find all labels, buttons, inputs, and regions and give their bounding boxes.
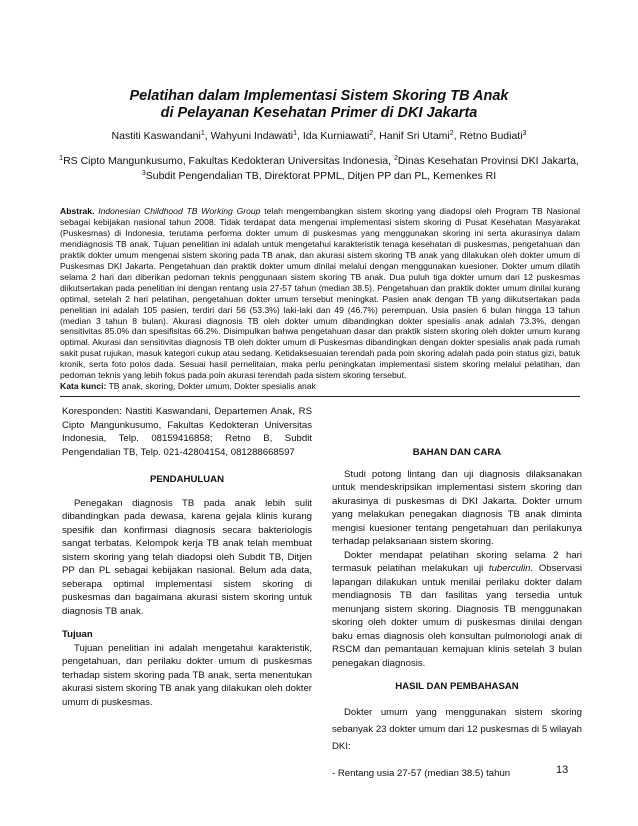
affil-mark: 1 [59,155,64,162]
title-line-2: di Pelayanan Kesehatan Primer di DKI Jakarta [160,105,478,121]
keywords [60,381,580,391]
author-list: Nastiti Kaswandani$^1$, Wahyuni Indawati$^1$, Ida Kurniawati$^2$, Hanif Sri Utami$^2$, Retno Budiati$^3$ [111,130,527,142]
author-name: Hanif Sri Utami [379,130,450,142]
author-name: Wahyuni Indawati [210,130,294,142]
page-number: 13 [556,764,569,776]
abstract-text: telah mengembangkan sistem skoring yang diadopsi oleh Program TB Nasional sebagai kebijakan nasional tahun 2008. Tidak terdapat data mengenai implementasi sistem skoring di Pusat Kesehatan Masyarakat (Puskesmas) di Indonesia, terutama performa dokter umum di puskesmas yang menggunakan skoring ini serta akurasinya dalam mendiagnosis TB anak. Tujuan penelitian ini adalah untuk mengetahui karakteristik tenaga kesehatan di puskesmas, pengetahuan dan praktik dokter umum mengenai sistem skoring pada TB anak, dan akurasi sistem skoring TB anak yang dilakukan oleh dokter umum di Puskesmas DKI Jakarta. Pengetahuan dan praktik dokter umum dinilai melalui dengan menggunakan kuesioner. Dokter umum dilatih selama 2 hari dan diberikan pedoman teknis penggunaan sistem skoring TB anak. Dua puluh tiga dokter umum dari 12 puskesmas diikutsertakan pada penelitian ini dengan rentang usia 27-57 tahun (median 38.5). Pengetahuan dan praktik dokter umum dinilai kurang optimal, setelah 2 hari pelatihan, pengetahuan dokter umum tersebut meningkat. Pasien anak dengan TB yang diikutsertakan pada penelitian ini adalah 105 pasien, terdiri dari 56 (53.3%) laki-laki dan 49 (46.7%) perempuan. Usia pasien 6 bulan hingga 13 tahun (median 3 tahun 8 bulan). Akurasi diagnosis TB oleh dokter umum dibandingkan dokter spesialis anak adalah 73.3%, dengan sensitivitas 85.0% dan spesifisitas 66.2%. Disimpulkan bahwa pengetahuan dasar dan praktik sistem skoring oleh dokter umum kurang optimal. Akurasi dan sensitivitas diagnosis TB oleh dokter umum di Puskesmas dibandingkan dengan dokter spesialis anak pada rumah sakit pusat rujukan, masuk kategori cukup atau sedang. Ketidaksesuaian terendah pada poin skoring adalah pada poin status gizi, batuk kronik, serta foto polos dada. Sesuai hasil pernelitaian, maka perlu peningkatan implementasi sistem skoring melalui pelatihan, dan pedoman teknis yang lebih fokus pada poin akurasi terendah pada sistem skoring tersebut. [60,206,581,381]
author-affil-mark: 1 [200,130,205,137]
bahan-paragraph-1: Studi potong lintang dan uji diagnosis dilaksanakan untuk mendeskripsikan implementasi sistem skoring dan akurasinya di puskesmas di DKI Jakarta. Dokter umum yang melakukan penegakan diagnosis TB anak diminta mengisi kuesioner tentang pengetahuan dan perilakunya terhadap pelaksanaan sistem skoring. [332,468,582,547]
hasil-bullet: - Rentang usia 27-57 (median 38.5) tahun [332,767,511,779]
bahan-p2-start: Dokter mendapat pelatihan skoring selama 2 hari termasuk pelatihan melakukan uji [332,549,582,574]
affil-mark: 2 [394,155,398,162]
keywords-label: Kata kunci: [60,381,107,391]
pendahuluan-paragraph: Penegakan diagnosis TB pada anak lebih sulit dibandingkan pada dewasa, karena gejala klinis kurang spesifik dan konfirmasi diagnosis secara bakteriologis sangat terbatas. Kelompok kerja TB anak telah membuat sistem skoring yang telah diadopsi oleh Subdit TB, Ditjen PP dan PL sebagai kebijakan nasional. Belum ada data, seberapa optimal implementasi sistem skoring di puskesmas dan bagaimana akurasi sistem skoring untuk diagnosis TB anak. [62,497,312,617]
abstract-label: Abstrak. [60,206,95,216]
affiliation-3: Subdit Pengendalian TB, Direktorat PPML, Ditjen PP dan PL, Kemenkes RI [145,170,497,182]
author-affil-mark: 3 [522,130,527,137]
author-name: Nastiti Kaswandani [111,130,201,142]
abstract [60,206,580,381]
keywords-text: TB anak, skoring, Dokter umum, Dokter spesialis anak [108,381,316,391]
pendahuluan-heading: PENDAHULUAN [149,474,225,485]
bahan-p2-italic: tuberculin. [488,563,534,574]
hasil-paragraph: Dokter umum yang menggunakan sistem skoring sebanyak 23 dokter umum dari 12 puskesmas di 5 wilayah DKI: [332,706,582,752]
author-affil-mark: 2 [369,130,374,137]
paper-title [0,88,638,122]
affiliation-line-2 [0,169,638,184]
abstract-lead-italic: Indonesian Childhood TB Working Group [98,206,261,216]
title-line-1: Pelatihan dalam Implementasi Sistem Skoring TB Anak [129,88,509,104]
bahan-p2-rest: Observasi lapangan dilakukan untuk menilai perilaku dokter dalam mendiagnosis TB dan fasilitas yang tersedia untuk menunjang sistem skoring. Diagnosis TB menggunakan skoring oleh dokter umum di puskesmas dinilai dengan baku emas diagnosis oleh konsultan pulmonologi anak di RSCM dan pemantauan kemajuan klinis setelah 3 bulan penegakan diagnosis. [332,563,583,669]
correspondent-note: Koresponden: Nastiti Kaswandani, Departemen Anak, RS Cipto Mangunkusumo, Fakultas Kedokteran Universitas Indonesia, Telp. 08159416858; Retno B, Subdit Pengendalian TB, Telp. 021-42804154, 081288668597 [62,406,312,458]
right-column [332,446,582,782]
affiliation-line-1 [0,154,638,169]
bahan-paragraph-2 [332,549,582,671]
hasil-heading: HASIL DAN PEMBAHASAN [395,681,519,692]
section-divider [60,396,580,397]
affiliation-2: Dinas Kesehatan Provinsi DKI Jakarta, [397,155,579,167]
tujuan-paragraph: Tujuan penelitian ini adalah mengetahui karakteristik, pengetahuan, dan perilaku dokter umum di puskesmas terhadap sistem skoring pada TB anak, serta menentukan akurasi sistem skoring TB anak yang dilakukan oleh dokter umum di puskesmas. [62,642,312,708]
author-name: Retno Budiati [459,130,523,142]
author-affil-mark: 1 [293,130,297,137]
author-affil-mark: 2 [449,130,454,137]
affiliations [0,154,638,184]
bahan-heading: BAHAN DAN CARA [412,447,502,458]
author-name: Ida Kurniawati [302,130,370,142]
affiliation-1: RS Cipto Mangunkusumo, Fakultas Kedokteran Universitas Indonesia, [63,155,392,167]
affil-mark: 3 [141,170,146,177]
tujuan-heading: Tujuan [62,629,93,640]
left-column [62,405,312,709]
